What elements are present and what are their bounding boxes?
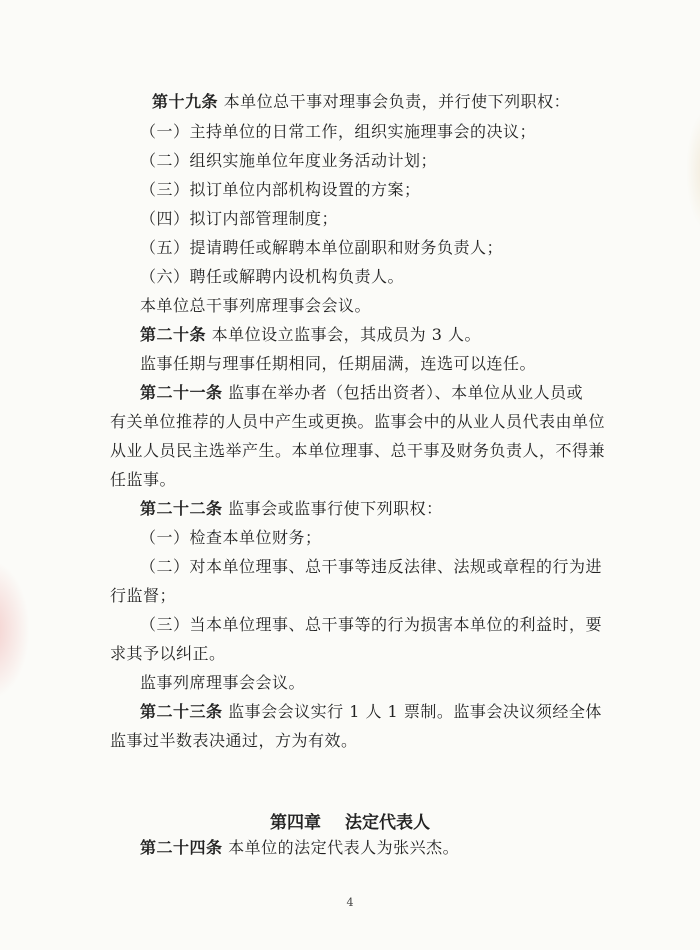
article-20-heading: 第二十条 (140, 325, 207, 344)
article-23-line-1 (140, 702, 602, 722)
article-19-item-1: （一）主持单位的日常工作，组织实施理事会的决议； (140, 122, 537, 141)
article-19-text: 本单位总干事对理事会负责，并行使下列职权： (223, 92, 571, 111)
article-19-item-5: （五）提请聘任或解聘本单位副职和财务负责人； (140, 238, 504, 257)
article-21-heading: 第二十一条 (140, 383, 223, 402)
article-22-line (140, 499, 443, 519)
article-21-line-3: 从业人员民主选举产生。本单位理事、总干事及财务负责人，不得兼 (110, 441, 606, 460)
article-19-item-6: （六）聘任或解聘内设机构负责人。 (140, 267, 405, 286)
chapter-label: 第四章 (270, 813, 321, 833)
article-24-line (140, 838, 459, 858)
article-21-line-2: 有关单位推荐的人员中产生或更换。监事会中的从业人员代表由单位 (110, 412, 606, 431)
article-22-item-1: （一）检查本单位财务； (140, 528, 322, 547)
article-21-line-4: 任监事。 (110, 470, 177, 489)
article-20-line (140, 325, 481, 345)
article-22-item-3-line-1: （三）当本单位理事、总干事等的行为损害本单位的利益时，要 (140, 615, 603, 634)
article-23-heading: 第二十三条 (140, 702, 223, 721)
article-23-text: 监事会会议实行 1 人 1 票制。监事会决议须经全体 (228, 702, 602, 721)
chapter-name: 法定代表人 (345, 813, 430, 833)
stamp-bleed-mark (0, 560, 30, 700)
article-24-heading: 第二十四条 (140, 838, 223, 857)
chapter-title (0, 808, 700, 833)
article-20-text: 本单位设立监事会，其成员为 3 人。 (211, 325, 481, 344)
article-22-item-3-line-2: 求其予以纠正。 (110, 644, 226, 663)
article-19-heading: 第十九条 (152, 92, 219, 111)
article-22-item-2-line-2: 行监督； (110, 586, 177, 605)
article-21-line-1 (140, 383, 583, 403)
article-19-item-4: （四）拟订内部管理制度； (140, 209, 339, 228)
paper-stain-mark (686, 110, 700, 230)
page-number: 4 (346, 896, 354, 909)
article-19-item-2: （二）组织实施单位年度业务活动计划； (140, 151, 438, 170)
article-21-text: 监事在举办者（包括出资者）、本单位从业人员或 (228, 383, 584, 402)
article-23-line-2: 监事过半数表决通过，方为有效。 (110, 731, 358, 750)
article-22-closing: 监事列席理事会会议。 (140, 673, 306, 692)
article-19-line (152, 92, 570, 112)
article-22-item-2-line-1: （二）对本单位理事、总干事等违反法律、法规或章程的行为进 (140, 557, 603, 576)
article-19-closing: 本单位总干事列席理事会会议。 (140, 296, 372, 315)
article-19-item-3: （三）拟订单位内部机构设置的方案； (140, 180, 421, 199)
article-22-heading: 第二十二条 (140, 499, 223, 518)
article-22-text: 监事会或监事行使下列职权： (228, 499, 443, 518)
article-24-text: 本单位的法定代表人为张兴杰。 (228, 838, 460, 857)
article-20-line-2: 监事任期与理事任期相同，任期届满，连选可以连任。 (140, 354, 537, 373)
